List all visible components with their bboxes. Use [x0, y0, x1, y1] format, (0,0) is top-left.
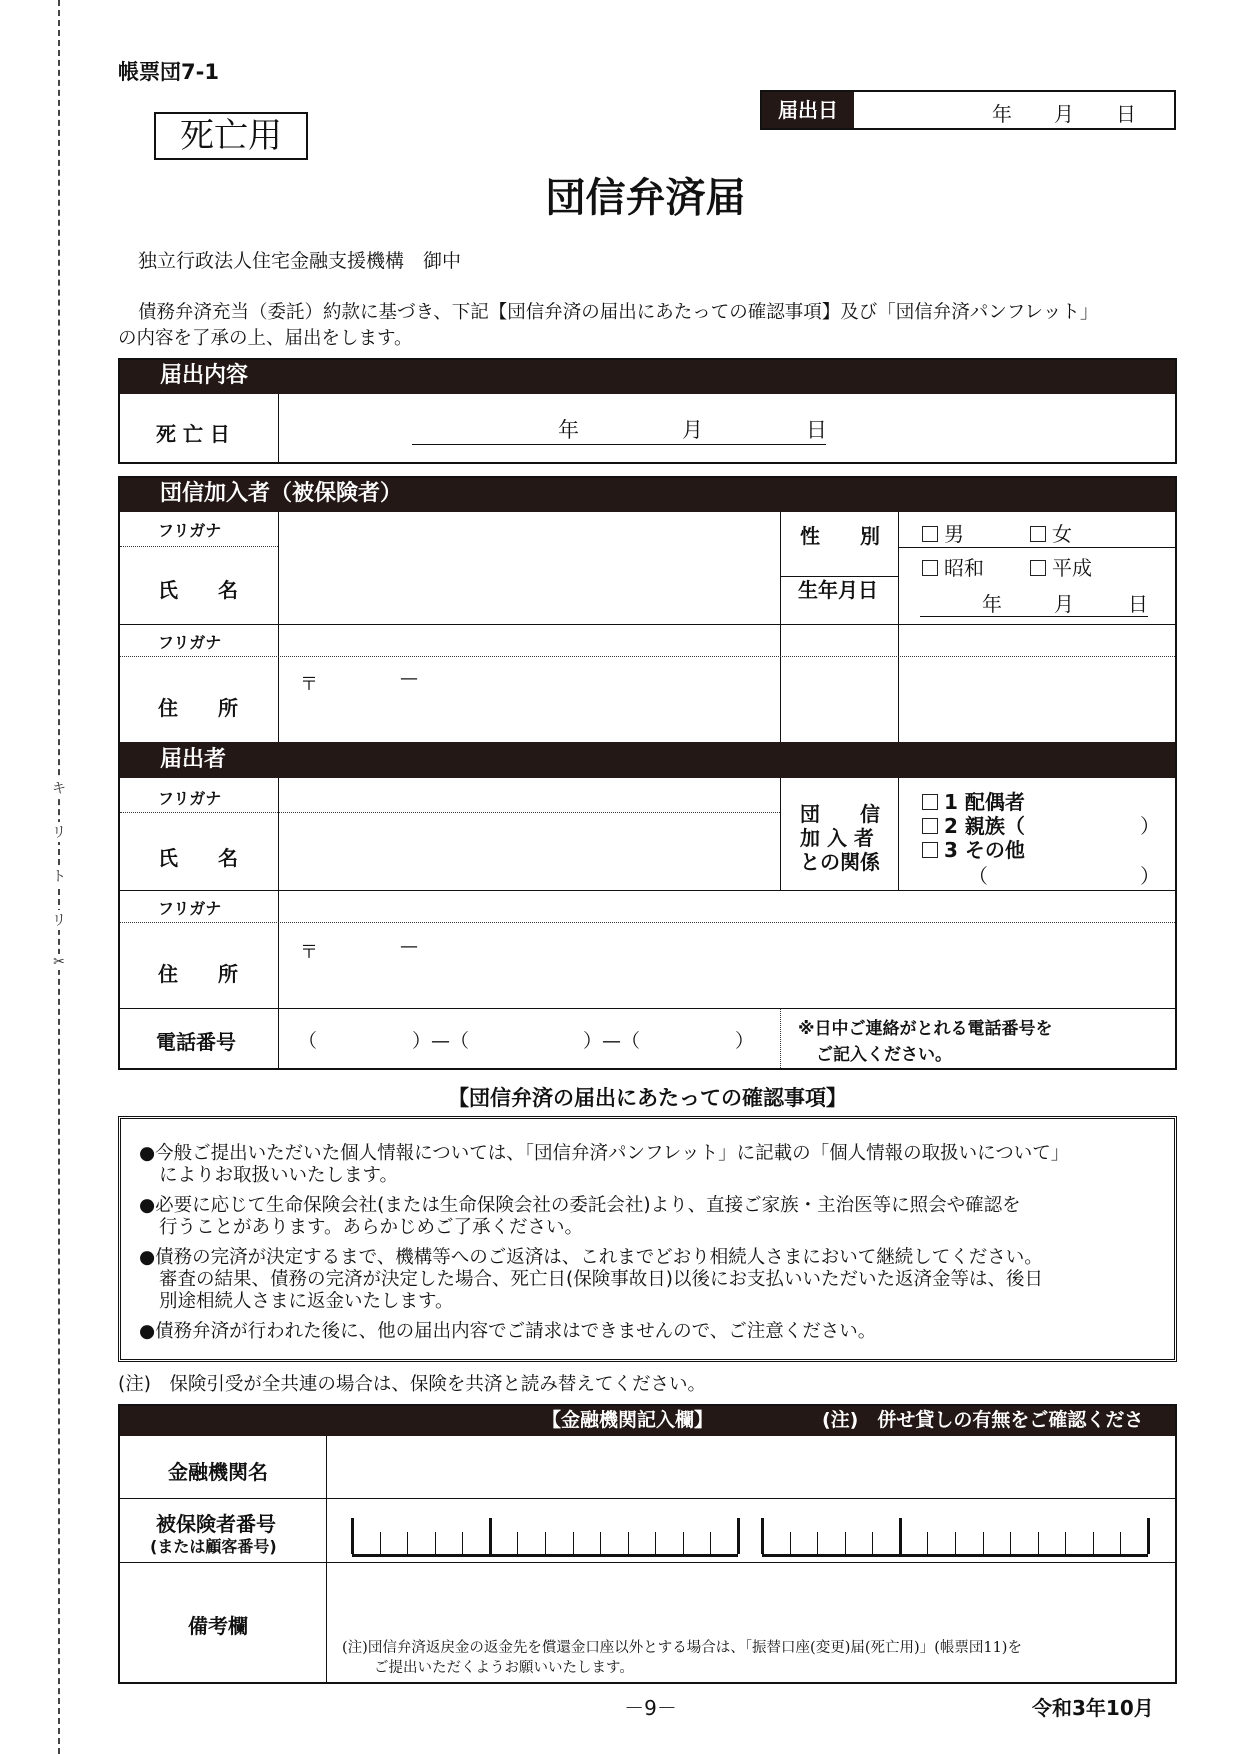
remarks-field[interactable]: [328, 1564, 1174, 1682]
insured-name-label: 氏 名: [158, 578, 238, 602]
digit-separator: [790, 1532, 791, 1554]
filer-name-label: 氏 名: [158, 846, 238, 870]
digit-separator: [1038, 1532, 1039, 1554]
bank-name-field[interactable]: [328, 1438, 1174, 1496]
relation-label-2: 加 入 者: [800, 826, 874, 850]
digit-separator: [1093, 1532, 1094, 1554]
intro-line-1: 債務弁済充当（委託）約款に基づき、下記【団信弁済の届出にあたっての確認事項】及び「団信弁済パンフレット」: [138, 302, 1099, 323]
digit-separator: [710, 1532, 711, 1554]
relation-relative-checkbox[interactable]: 2 親族（: [922, 810, 1025, 839]
issue-date: 令和3年10月: [1032, 1696, 1154, 1720]
relation-other-close: ）: [1140, 864, 1160, 888]
filer-furigana-label: フリガナ: [158, 789, 222, 808]
remarks-note-1: (注)団信弁済返戻金の返金先を償還金口座以外とする場合は、「振替口座(変更)届(死亡用)」(帳票団11)を: [342, 1640, 1022, 1656]
insured-number-group-2[interactable]: [762, 1518, 1148, 1557]
birth-day-label: 日: [1128, 592, 1148, 616]
filing-day-label: 日: [1116, 102, 1136, 126]
birth-year-label: 年: [982, 592, 1002, 616]
postal-dash: —: [400, 936, 418, 957]
digit-separator: [407, 1532, 408, 1554]
filing-year-label: 年: [992, 102, 1012, 126]
section-header-content: 届出内容: [120, 358, 1175, 394]
death-month-label: 月: [682, 418, 703, 442]
remarks-label: 備考欄: [188, 1614, 248, 1638]
cut-label: リ: [44, 910, 74, 930]
checkbox-icon: [922, 842, 938, 858]
digit-separator: [351, 1518, 354, 1554]
postal-mark: 〒: [300, 674, 318, 695]
form-type-badge: 死亡用: [154, 112, 308, 160]
digit-separator: [1147, 1518, 1150, 1554]
insured-number-label: 被保険者番号: [156, 1512, 276, 1536]
phone-note-1: ※日中ご連絡がとれる電話番号を: [798, 1019, 1053, 1039]
digit-separator: [1065, 1532, 1066, 1554]
confirm-box: [118, 1116, 1177, 1362]
intro-line-2: の内容を了承の上、届出をします。: [118, 328, 413, 349]
gender-male-checkbox[interactable]: 男: [922, 518, 964, 547]
digit-separator: [817, 1532, 818, 1554]
filer-address-label: 住 所: [158, 962, 238, 986]
digit-separator: [380, 1532, 381, 1554]
phone-note-2: ご記入ください。: [816, 1045, 952, 1065]
relation-other-open: （: [968, 864, 988, 888]
insured-address-label: 住 所: [158, 696, 238, 720]
filing-month-label: 月: [1054, 102, 1074, 126]
checkbox-icon: [922, 818, 938, 834]
mutual-aid-note: (注) 保険引受が全共連の場合は、保険を共済と読み替えてください。: [118, 1374, 706, 1395]
relation-label-1: 団 信: [800, 802, 880, 826]
customer-number-label: (または顧客番号): [150, 1537, 277, 1556]
phone-label: 電話番号: [156, 1030, 236, 1054]
relation-spouse-checkbox[interactable]: 1 配偶者: [922, 786, 1025, 815]
digit-separator: [955, 1532, 956, 1554]
filer-name-field[interactable]: [280, 780, 778, 888]
section-header-filer: 届出者: [120, 742, 1175, 778]
confirm-item: ●債務の完済が決定するまで、機構等へのご返済は、これまでどおり相続人さまにおいて継続してください。 審査の結果、債務の完済が決定した場合、死亡日(保険事故日)以後にお支払いいただいた返済金等は、後日 別途相続人さまに返金いたします。: [139, 1247, 1043, 1312]
bank-name-label: 金融機関名: [168, 1460, 268, 1484]
digit-separator: [983, 1532, 984, 1554]
birth-date-label: 生年月日: [798, 578, 878, 602]
checkbox-icon: [1030, 526, 1046, 542]
death-year-label: 年: [558, 418, 579, 442]
content-table: [118, 358, 1177, 464]
relation-relative-close: ）: [1140, 814, 1160, 838]
bank-section-header: 【金融機関記入欄】 (注) 併せ貸しの有無をご確認ください。: [118, 1404, 1177, 1436]
filer-address-furigana-label: フリガナ: [158, 899, 222, 918]
addressee: 独立行政法人住宅金融支援機構 御中: [138, 250, 462, 272]
relation-label-3: との関係: [800, 850, 880, 874]
death-day-label: 日: [806, 418, 827, 442]
gender-label: 性 別: [800, 524, 880, 548]
digit-separator: [737, 1518, 740, 1554]
insured-address-furigana-label: フリガナ: [158, 633, 222, 652]
section-header-insured: 団信加入者（被保険者）: [120, 476, 1175, 512]
scissors-icon: ✂: [44, 954, 74, 970]
postal-mark: 〒: [300, 942, 318, 963]
digit-separator: [628, 1532, 629, 1554]
filer-address-field[interactable]: [280, 892, 1175, 1006]
checkbox-icon: [922, 560, 938, 576]
filing-date-box[interactable]: [760, 90, 1176, 130]
digit-separator: [573, 1532, 574, 1554]
digit-separator: [1120, 1532, 1121, 1554]
gender-female-checkbox[interactable]: 女: [1030, 518, 1072, 547]
digit-separator: [845, 1532, 846, 1554]
digit-separator: [600, 1532, 601, 1554]
page-title: 団信弁済届: [545, 175, 746, 221]
remarks-note-2: ご提出いただくようお願いいたします。: [374, 1660, 634, 1676]
insured-name-field[interactable]: [280, 514, 778, 622]
confirm-title: 【団信弁済の届出にあたっての確認事項】: [448, 1086, 847, 1110]
insured-number-group-1[interactable]: [352, 1518, 738, 1557]
digit-separator: [462, 1532, 463, 1554]
digit-separator: [872, 1532, 873, 1554]
digit-separator: [899, 1518, 902, 1554]
cut-label: ト: [44, 866, 74, 886]
checkbox-icon: [1030, 560, 1046, 576]
phone-field[interactable]: （ ）—（ ）—（ ）: [298, 1030, 755, 1052]
relation-other-checkbox[interactable]: 3 その他: [922, 834, 1025, 863]
cut-label: リ: [44, 822, 74, 842]
digit-separator: [761, 1518, 764, 1554]
digit-separator: [655, 1532, 656, 1554]
form-id: 帳票団7-1: [118, 60, 219, 84]
digit-separator: [435, 1532, 436, 1554]
insured-address-field[interactable]: [280, 626, 778, 740]
postal-dash: —: [400, 668, 418, 689]
digit-separator: [683, 1532, 684, 1554]
digit-separator: [517, 1532, 518, 1554]
birth-month-label: 月: [1054, 592, 1074, 616]
confirm-item: ●債務弁済が行われた後に、他の届出内容でご請求はできませんので、ご注意ください。: [139, 1321, 877, 1342]
digit-separator: [927, 1532, 928, 1554]
checkbox-icon: [922, 526, 938, 542]
checkbox-icon: [922, 794, 938, 810]
insured-furigana-label: フリガナ: [158, 521, 222, 540]
death-date-label: 死 亡 日: [156, 422, 230, 446]
cut-label: キ: [44, 778, 74, 798]
era-showa-checkbox[interactable]: 昭和: [922, 552, 984, 581]
digit-separator: [489, 1518, 492, 1554]
page-number: －9－: [624, 1696, 677, 1720]
birth-date-field[interactable]: [920, 588, 1148, 617]
confirm-item: ●今般ご提出いただいた個人情報については、「団信弁済パンフレット」に記載の「個人情報の取扱いについて」 によりお取扱いいたします。: [139, 1143, 1070, 1186]
era-heisei-checkbox[interactable]: 平成: [1030, 552, 1092, 581]
death-date-field[interactable]: [412, 414, 826, 445]
confirm-item: ●必要に応じて生命保険会社(または生命保険会社の委託会社)より、直接ご家族・主治医等に照会や確認を 行うことがあります。あらかじめご了承ください。: [139, 1195, 1021, 1238]
filing-date-label: 届出日: [762, 92, 854, 128]
digit-separator: [1010, 1532, 1011, 1554]
digit-separator: [545, 1532, 546, 1554]
